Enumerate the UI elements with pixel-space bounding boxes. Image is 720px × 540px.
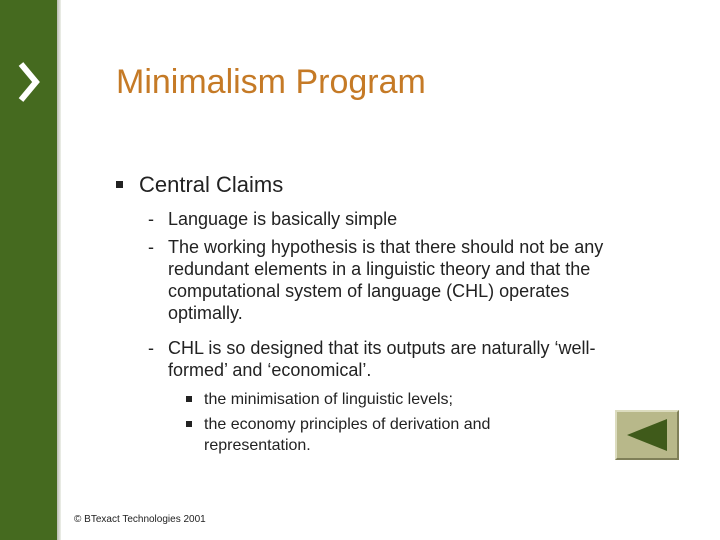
sub-bullet-item bbox=[148, 236, 648, 324]
dash-marker: - bbox=[148, 338, 154, 358]
sub-bullet-text: Language is basically simple bbox=[168, 209, 398, 229]
square-bullet-icon bbox=[186, 396, 192, 402]
square-bullet-icon bbox=[116, 181, 123, 188]
square-bullet-icon bbox=[186, 421, 192, 427]
sub-sub-bullet-text: the economy principles of derivation and representation. bbox=[204, 416, 491, 454]
slide-title: Minimalism Program bbox=[116, 63, 426, 101]
sub-bullet-text: CHL is so designed that its outputs are naturally ‘well-formed’ and ‘economical’. bbox=[168, 338, 596, 380]
sub-sub-bullet-item bbox=[186, 389, 586, 410]
sub-bullet-text: The working hypothesis is that there should not be any redundant elements in a linguistic theory and that the computational system of language (CHL) operates optimally. bbox=[168, 237, 604, 323]
copyright-footer: © BTexact Technologies 2001 bbox=[74, 514, 206, 525]
sidebar-edge bbox=[57, 0, 61, 540]
dash-marker: - bbox=[148, 209, 154, 229]
bullet-text: Central Claims bbox=[139, 172, 284, 197]
sub-bullet-item bbox=[148, 208, 648, 230]
dash-marker: - bbox=[148, 237, 154, 257]
sub-sub-bullet-item bbox=[186, 414, 586, 456]
triangle-left-icon bbox=[625, 417, 669, 453]
chevron-right-icon bbox=[16, 60, 42, 104]
back-button[interactable] bbox=[615, 410, 679, 460]
sub-bullet-item bbox=[148, 337, 648, 381]
sub-sub-bullet-text: the minimisation of linguistic levels; bbox=[204, 391, 453, 408]
